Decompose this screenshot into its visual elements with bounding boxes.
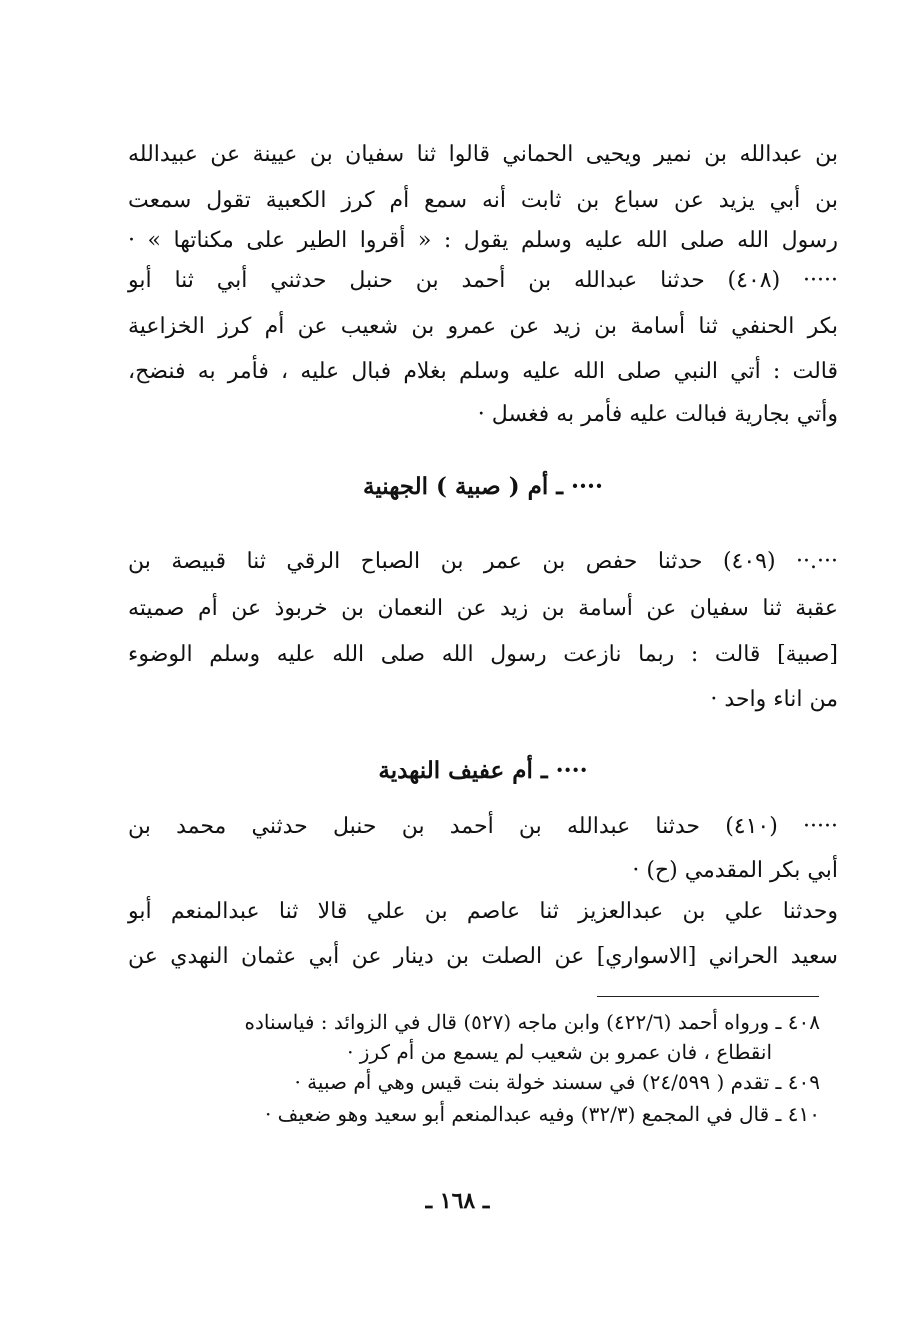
body-line: قالت : أتي النبي صلى الله عليه وسلم بغلام فبال عليه ، فأمر به فنضح، (128, 359, 838, 384)
body-line: أبي بكر المقدمي (ح) · (632, 858, 838, 883)
body-line: رسول الله صلى الله عليه وسلم يقول : « أقروا الطير على مكناتها » · (128, 228, 838, 253)
footnote-line: ٤٠٨ ـ ورواه أحمد (٤٢٢/٦) وابن ماجه (٥٢٧) قال في الزوائد : فياسناده (244, 1010, 820, 1034)
body-line: بكر الحنفي ثنا أسامة بن زيد عن عمرو بن شعيب عن أم كرز الخزاعية (128, 314, 838, 339)
body-line: [صبية] قالت : ربما نازعت رسول الله صلى الله عليه وسلم الوضوء (128, 642, 838, 667)
body-line: وحدثنا علي بن عبدالعزيز ثنا عاصم بن علي قالا ثنا عبدالمنعم أبو (128, 899, 838, 924)
page-number: ـ ١٦٨ ـ (425, 1188, 490, 1214)
body-line: من اناء واحد · (710, 687, 838, 712)
footnote-line: ٤١٠ ـ قال في المجمع (٣٢/٣) وفيه عبدالمنعم أبو سعيد وهو ضعيف · (264, 1102, 820, 1126)
body-line: ···.·· (٤٠٩) حدثنا حفص بن عمر بن الصباح الرقي ثنا قبيصة بن (128, 549, 838, 574)
body-line: عقبة ثنا سفيان عن أسامة بن زيد عن النعمان بن خربوذ عن أم صميته (128, 596, 838, 621)
body-line: ····· (٤١٠) حدثنا عبدالله بن أحمد بن حنبل حدثني محمد بن (128, 814, 838, 839)
body-line: بن عبدالله بن نمير ويحيى الحماني قالوا ثنا سفيان بن عيينة عن عبيدالله (128, 142, 838, 167)
footnote-divider (597, 996, 819, 997)
footnote-line: ٤٠٩ ـ تقدم ( ٢٤/٥٩٩) في سسند خولة بنت قيس وهي أم صبية · (294, 1070, 820, 1094)
section-heading: ···· ـ أم عفيف النهدية (378, 757, 588, 784)
body-line: ····· (٤٠٨) حدثنا عبدالله بن أحمد بن حنبل حدثني أبي ثنا أبو (128, 268, 839, 293)
body-line: سعيد الحراني [الاسواري] عن الصلت بن دينار عن أبي عثمان النهدي عن (128, 944, 838, 969)
body-line: وأتي بجارية فبالت عليه فأمر به فغسل · (477, 402, 838, 427)
footnote-line: انقطاع ، فان عمرو بن شعيب لم يسمع من أم كرز · (347, 1040, 772, 1064)
section-heading: ···· ـ أم ( صبية ) الجهنية (362, 473, 603, 500)
body-line: بن أبي يزيد عن سباع بن ثابت أنه سمع أم كرز الكعبية تقول سمعت (128, 188, 838, 213)
